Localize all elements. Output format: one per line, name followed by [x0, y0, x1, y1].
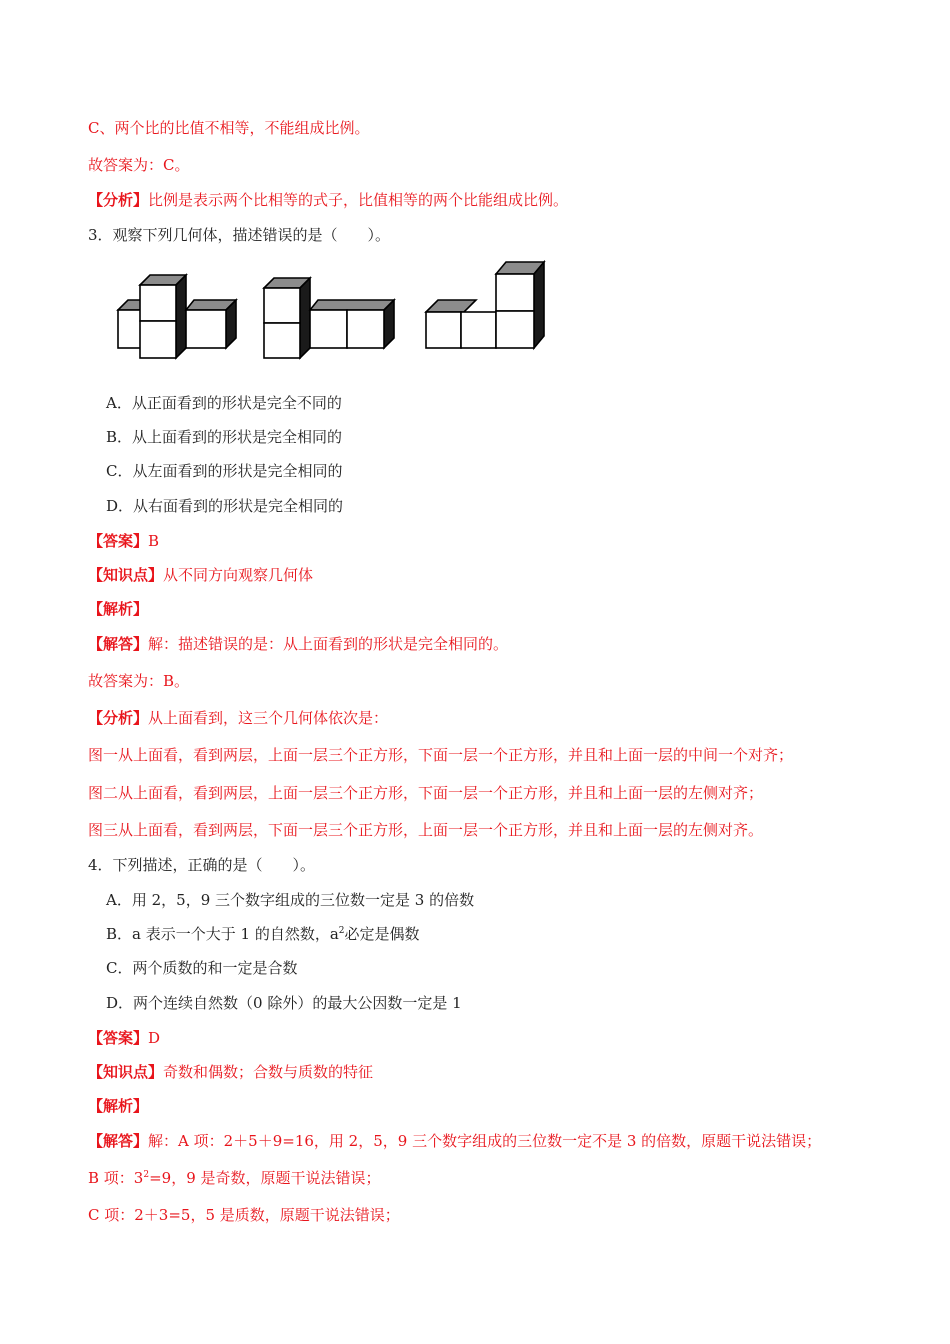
q3-option-d: D．从右面看到的形状是完全相同的: [106, 497, 344, 515]
q4-stem: 4．下列描述，正确的是（ ）。: [88, 856, 316, 874]
q3-option-b: B．从上面看到的形状是完全相同的: [106, 428, 343, 446]
analysis-tag: 【分析】: [88, 709, 149, 727]
prev-analysis: [88, 190, 568, 210]
q3-final-answer: 故答案为：B。: [88, 672, 190, 690]
q4-parse-tag: 【解析】: [88, 1097, 149, 1115]
q3-geometry-figures: [112, 260, 552, 365]
q4-solution-a: [88, 1131, 821, 1151]
prev-option-c-explanation: C、两个比的比值不相等，不能组成比例。: [88, 119, 370, 137]
solution-b-tail: =9，9 是奇数，原题干说法错误；: [149, 1169, 381, 1187]
knowledge-text: 从不同方向观察几何体: [163, 566, 314, 584]
solution-a-text: 解：A 项：2＋5＋9=16，用 2，5，9 三个数字组成的三位数一定不是 3 的倍数，原题干说法错误；: [148, 1132, 822, 1150]
q4-option-c: C．两个质数的和一定是合数: [106, 959, 298, 977]
knowledge-tag: 【知识点】: [88, 566, 164, 584]
answer-tag: 【答案】: [88, 532, 149, 550]
figure-3-cubes: [426, 262, 544, 348]
analysis-intro: 从上面看到，这三个几何体依次是：: [148, 709, 389, 727]
q4-knowledge: [88, 1062, 373, 1082]
solution-tag: 【解答】: [88, 1132, 149, 1150]
q3-analysis-line-3: 图三从上面看，看到两层，下面一层三个正方形，上面一层一个正方形，并且和上面一层的左侧对齐。: [88, 821, 764, 839]
q4-option-b-tail: 必定是偶数: [344, 925, 420, 943]
q3-stem: 3．观察下列几何体，描述错误的是（ ）。: [88, 226, 391, 244]
q4-option-b-exponent: 2: [338, 926, 345, 936]
figure-1-cubes: [118, 275, 236, 358]
q3-analysis-line-1: 图一从上面看，看到两层，上面一层三个正方形，下面一层一个正方形，并且和上面一层的中间一个对齐；: [88, 746, 794, 764]
analysis-tag: 【分析】: [88, 191, 149, 209]
solution-b-exponent: 2: [143, 1170, 150, 1180]
prev-final-answer: 故答案为：C。: [88, 156, 190, 174]
q3-analysis-line-2: 图二从上面看，看到两层，上面一层三个正方形，下面一层一个正方形，并且和上面一层的左侧对齐；: [88, 784, 764, 802]
q3-parse-tag: 【解析】: [88, 600, 149, 618]
knowledge-tag: 【知识点】: [88, 1063, 164, 1081]
q4-option-b-text: B．a 表示一个大于 1 的自然数，a: [106, 925, 339, 943]
q3-solution: [88, 634, 508, 654]
q3-knowledge: [88, 565, 313, 585]
q3-option-c: C．从左面看到的形状是完全相同的: [106, 462, 343, 480]
q3-answer: [88, 531, 159, 551]
analysis-text: 比例是表示两个比相等的式子，比值相等的两个比能组成比例。: [148, 191, 569, 209]
q4-option-a: A．用 2，5，9 三个数字组成的三位数一定是 3 的倍数: [106, 891, 475, 909]
solution-b-text: B 项：3: [88, 1169, 144, 1187]
figure-2-cubes: [264, 278, 394, 358]
answer-value: B: [148, 532, 160, 550]
knowledge-text: 奇数和偶数；合数与质数的特征: [163, 1063, 374, 1081]
q4-answer: [88, 1028, 160, 1048]
q4-option-b: [106, 924, 420, 944]
solution-tag: 【解答】: [88, 635, 149, 653]
answer-tag: 【答案】: [88, 1029, 149, 1047]
q4-option-d: D．两个连续自然数（0 除外）的最大公因数一定是 1: [106, 994, 462, 1012]
q3-option-a: A．从正面看到的形状是完全不同的: [106, 394, 342, 412]
solution-text: 解：描述错误的是：从上面看到的形状是完全相同的。: [148, 635, 509, 653]
q3-analysis: [88, 708, 388, 728]
q4-solution-c: C 项：2＋3=5，5 是质数，原题干说法错误；: [88, 1206, 400, 1224]
answer-value: D: [148, 1029, 161, 1047]
q4-solution-b: [88, 1168, 381, 1188]
